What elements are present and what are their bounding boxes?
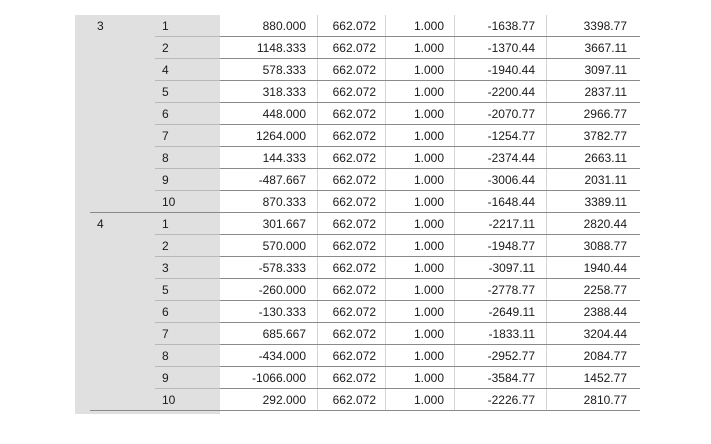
significance-cell: 1.000 [413, 283, 444, 297]
comparison-group-cell: 7 [162, 129, 169, 143]
lower-bound-cell: -3584.77 [487, 371, 535, 385]
mean-difference-cell: -487.667 [258, 173, 306, 187]
column-divider [385, 213, 386, 235]
lower-bound-cell: -1648.44 [487, 195, 535, 209]
column-divider [546, 59, 547, 81]
column-divider [385, 37, 386, 59]
mean-difference-cell: 578.333 [262, 63, 306, 77]
significance-cell: 1.000 [413, 371, 444, 385]
table-row [75, 345, 640, 367]
mean-difference-cell: 1264.000 [255, 129, 306, 143]
column-divider [546, 301, 547, 323]
lower-bound-cell: -1948.77 [487, 239, 535, 253]
column-divider [385, 367, 386, 389]
significance-cell: 1.000 [413, 85, 444, 99]
upper-bound-cell: 1452.77 [583, 371, 627, 385]
mean-difference-cell: 1148.333 [256, 41, 306, 55]
column-divider [317, 125, 318, 147]
std-error-cell: 662.072 [332, 151, 376, 165]
upper-bound-cell: 2258.77 [583, 283, 627, 297]
significance-cell: 1.000 [413, 261, 444, 275]
significance-cell: 1.000 [413, 305, 444, 319]
column-divider [546, 279, 547, 301]
std-error-cell: 662.072 [332, 19, 376, 33]
significance-cell: 1.000 [413, 327, 444, 341]
mean-difference-cell: -1066.000 [251, 371, 306, 385]
comparison-group-cell: 5 [162, 85, 169, 99]
upper-bound-cell: 2388.44 [583, 305, 627, 319]
lower-bound-cell: -1833.11 [488, 327, 535, 341]
column-divider [385, 257, 386, 279]
column-divider [454, 213, 455, 235]
table-row [75, 301, 640, 323]
comparison-group-cell: 10 [162, 195, 176, 209]
std-error-cell: 662.072 [332, 283, 376, 297]
lower-bound-cell: -2374.44 [487, 151, 535, 165]
comparison-group-cell: 9 [162, 371, 169, 385]
table-row [75, 279, 640, 301]
comparison-group-cell: 2 [162, 41, 169, 55]
lower-bound-cell: -2217.11 [488, 217, 535, 231]
lower-bound-cell: -3097.11 [488, 261, 535, 275]
column-divider [546, 389, 547, 411]
lower-bound-cell: -1940.44 [487, 63, 535, 77]
upper-bound-cell: 3088.77 [583, 239, 627, 253]
column-divider [385, 389, 386, 411]
table-row [75, 367, 640, 389]
column-divider [454, 147, 455, 169]
significance-cell: 1.000 [413, 393, 444, 407]
mean-difference-cell: -434.000 [258, 349, 306, 363]
column-divider [454, 367, 455, 389]
mean-difference-cell: 448.000 [262, 107, 306, 121]
column-divider [546, 257, 547, 279]
upper-bound-cell: 3667.11 [584, 41, 627, 55]
mean-difference-cell: -260.000 [258, 283, 306, 297]
std-error-cell: 662.072 [332, 63, 376, 77]
column-divider [317, 345, 318, 367]
lower-bound-cell: -2778.77 [487, 283, 535, 297]
mean-difference-cell: -130.333 [258, 305, 306, 319]
column-divider [454, 345, 455, 367]
column-divider [317, 103, 318, 125]
column-divider [317, 323, 318, 345]
comparison-group-cell: 6 [162, 305, 169, 319]
comparison-group-cell: 2 [162, 239, 169, 253]
column-divider [317, 213, 318, 235]
upper-bound-cell: 3782.77 [583, 129, 627, 143]
mean-difference-cell: 144.333 [262, 151, 306, 165]
mean-difference-cell: 870.333 [262, 195, 306, 209]
column-divider [546, 37, 547, 59]
std-error-cell: 662.072 [332, 173, 376, 187]
column-divider [317, 169, 318, 191]
column-divider [546, 15, 547, 37]
significance-cell: 1.000 [413, 129, 444, 143]
table-row [75, 213, 640, 235]
column-divider [385, 279, 386, 301]
mean-difference-cell: 301.667 [262, 217, 306, 231]
table-row [75, 37, 640, 59]
upper-bound-cell: 2810.77 [583, 393, 627, 407]
group-divider [90, 410, 640, 411]
column-divider [454, 169, 455, 191]
table-row [75, 235, 640, 257]
column-divider [454, 59, 455, 81]
comparison-group-cell: 8 [162, 151, 169, 165]
column-divider [317, 147, 318, 169]
upper-bound-cell: 3398.77 [583, 19, 627, 33]
std-error-cell: 662.072 [332, 85, 376, 99]
column-divider [317, 191, 318, 213]
column-divider [317, 257, 318, 279]
comparison-group-cell: 10 [162, 393, 176, 407]
table-row [75, 169, 640, 191]
group-label-cell: 3 [97, 19, 104, 33]
column-divider [454, 37, 455, 59]
std-error-cell: 662.072 [332, 371, 376, 385]
column-divider [454, 257, 455, 279]
std-error-cell: 662.072 [332, 107, 376, 121]
column-divider [546, 81, 547, 103]
column-divider [385, 81, 386, 103]
comparison-group-cell: 9 [162, 173, 169, 187]
significance-cell: 1.000 [413, 173, 444, 187]
column-divider [317, 235, 318, 257]
significance-cell: 1.000 [413, 63, 444, 77]
upper-bound-cell: 2837.11 [584, 85, 627, 99]
column-divider [454, 81, 455, 103]
table-row [75, 257, 640, 279]
comparison-group-cell: 6 [162, 107, 169, 121]
column-divider [385, 191, 386, 213]
column-divider [546, 367, 547, 389]
column-divider [317, 389, 318, 411]
comparison-group-cell: 5 [162, 283, 169, 297]
mean-difference-cell: 880.000 [262, 19, 306, 33]
mean-difference-cell: 292.000 [262, 393, 306, 407]
mean-difference-cell: 318.333 [262, 85, 306, 99]
column-divider [317, 81, 318, 103]
column-divider [454, 191, 455, 213]
column-divider [385, 345, 386, 367]
std-error-cell: 662.072 [332, 129, 376, 143]
group-label-cell: 4 [97, 217, 104, 231]
upper-bound-cell: 2031.11 [584, 173, 627, 187]
column-divider [317, 37, 318, 59]
lower-bound-cell: -2200.44 [487, 85, 535, 99]
significance-cell: 1.000 [413, 107, 444, 121]
table-row [75, 389, 640, 411]
std-error-cell: 662.072 [332, 393, 376, 407]
column-divider [454, 301, 455, 323]
column-divider [546, 147, 547, 169]
column-divider [454, 323, 455, 345]
significance-cell: 1.000 [413, 151, 444, 165]
upper-bound-cell: 3389.11 [584, 195, 627, 209]
significance-cell: 1.000 [413, 349, 444, 363]
significance-cell: 1.000 [413, 195, 444, 209]
lower-bound-cell: -1254.77 [487, 129, 535, 143]
std-error-cell: 662.072 [332, 349, 376, 363]
upper-bound-cell: 3097.11 [584, 63, 627, 77]
upper-bound-cell: 3204.44 [583, 327, 627, 341]
column-divider [546, 323, 547, 345]
comparison-group-cell: 4 [162, 63, 169, 77]
table-row [75, 147, 640, 169]
std-error-cell: 662.072 [332, 305, 376, 319]
table-row [75, 15, 640, 37]
column-divider [546, 235, 547, 257]
upper-bound-cell: 2084.77 [583, 349, 627, 363]
column-divider [454, 103, 455, 125]
column-divider [385, 301, 386, 323]
column-divider [385, 235, 386, 257]
column-divider [385, 147, 386, 169]
column-divider [454, 235, 455, 257]
column-divider [454, 125, 455, 147]
table-row [75, 323, 640, 345]
lower-bound-cell: -1638.77 [487, 19, 535, 33]
lower-bound-cell: -2649.11 [488, 305, 535, 319]
column-divider [317, 301, 318, 323]
upper-bound-cell: 2663.11 [584, 151, 627, 165]
lower-bound-cell: -3006.44 [487, 173, 535, 187]
column-divider [454, 15, 455, 37]
comparison-group-cell: 7 [162, 327, 169, 341]
column-divider [546, 345, 547, 367]
post-hoc-comparison-table [75, 15, 640, 414]
lower-bound-cell: -1370.44 [487, 41, 535, 55]
lower-bound-cell: -2070.77 [487, 107, 535, 121]
mean-difference-cell: 685.667 [262, 327, 306, 341]
column-divider [546, 125, 547, 147]
std-error-cell: 662.072 [332, 327, 376, 341]
column-divider [454, 279, 455, 301]
column-divider [454, 389, 455, 411]
column-divider [385, 59, 386, 81]
upper-bound-cell: 2966.77 [583, 107, 627, 121]
column-divider [385, 125, 386, 147]
significance-cell: 1.000 [413, 217, 444, 231]
std-error-cell: 662.072 [332, 195, 376, 209]
table-row [75, 81, 640, 103]
std-error-cell: 662.072 [332, 239, 376, 253]
comparison-group-cell: 1 [162, 19, 169, 33]
table-row [75, 125, 640, 147]
column-divider [317, 15, 318, 37]
significance-cell: 1.000 [413, 41, 444, 55]
mean-difference-cell: 570.000 [262, 239, 306, 253]
column-divider [546, 191, 547, 213]
comparison-group-cell: 8 [162, 349, 169, 363]
table-row [75, 103, 640, 125]
table-row [75, 191, 640, 213]
comparison-group-cell: 1 [162, 217, 169, 231]
upper-bound-cell: 1940.44 [583, 261, 627, 275]
upper-bound-cell: 2820.44 [583, 217, 627, 231]
lower-bound-cell: -2952.77 [487, 349, 535, 363]
std-error-cell: 662.072 [332, 261, 376, 275]
lower-bound-cell: -2226.77 [487, 393, 535, 407]
table-row [75, 59, 640, 81]
column-divider [317, 279, 318, 301]
significance-cell: 1.000 [413, 19, 444, 33]
column-divider [385, 169, 386, 191]
column-divider [546, 213, 547, 235]
column-divider [546, 169, 547, 191]
mean-difference-cell: -578.333 [258, 261, 306, 275]
std-error-cell: 662.072 [332, 217, 376, 231]
column-divider [385, 103, 386, 125]
column-divider [317, 367, 318, 389]
std-error-cell: 662.072 [332, 41, 376, 55]
column-divider [546, 103, 547, 125]
column-divider [385, 15, 386, 37]
significance-cell: 1.000 [413, 239, 444, 253]
comparison-group-cell: 3 [162, 261, 169, 275]
column-divider [385, 323, 386, 345]
column-divider [317, 59, 318, 81]
